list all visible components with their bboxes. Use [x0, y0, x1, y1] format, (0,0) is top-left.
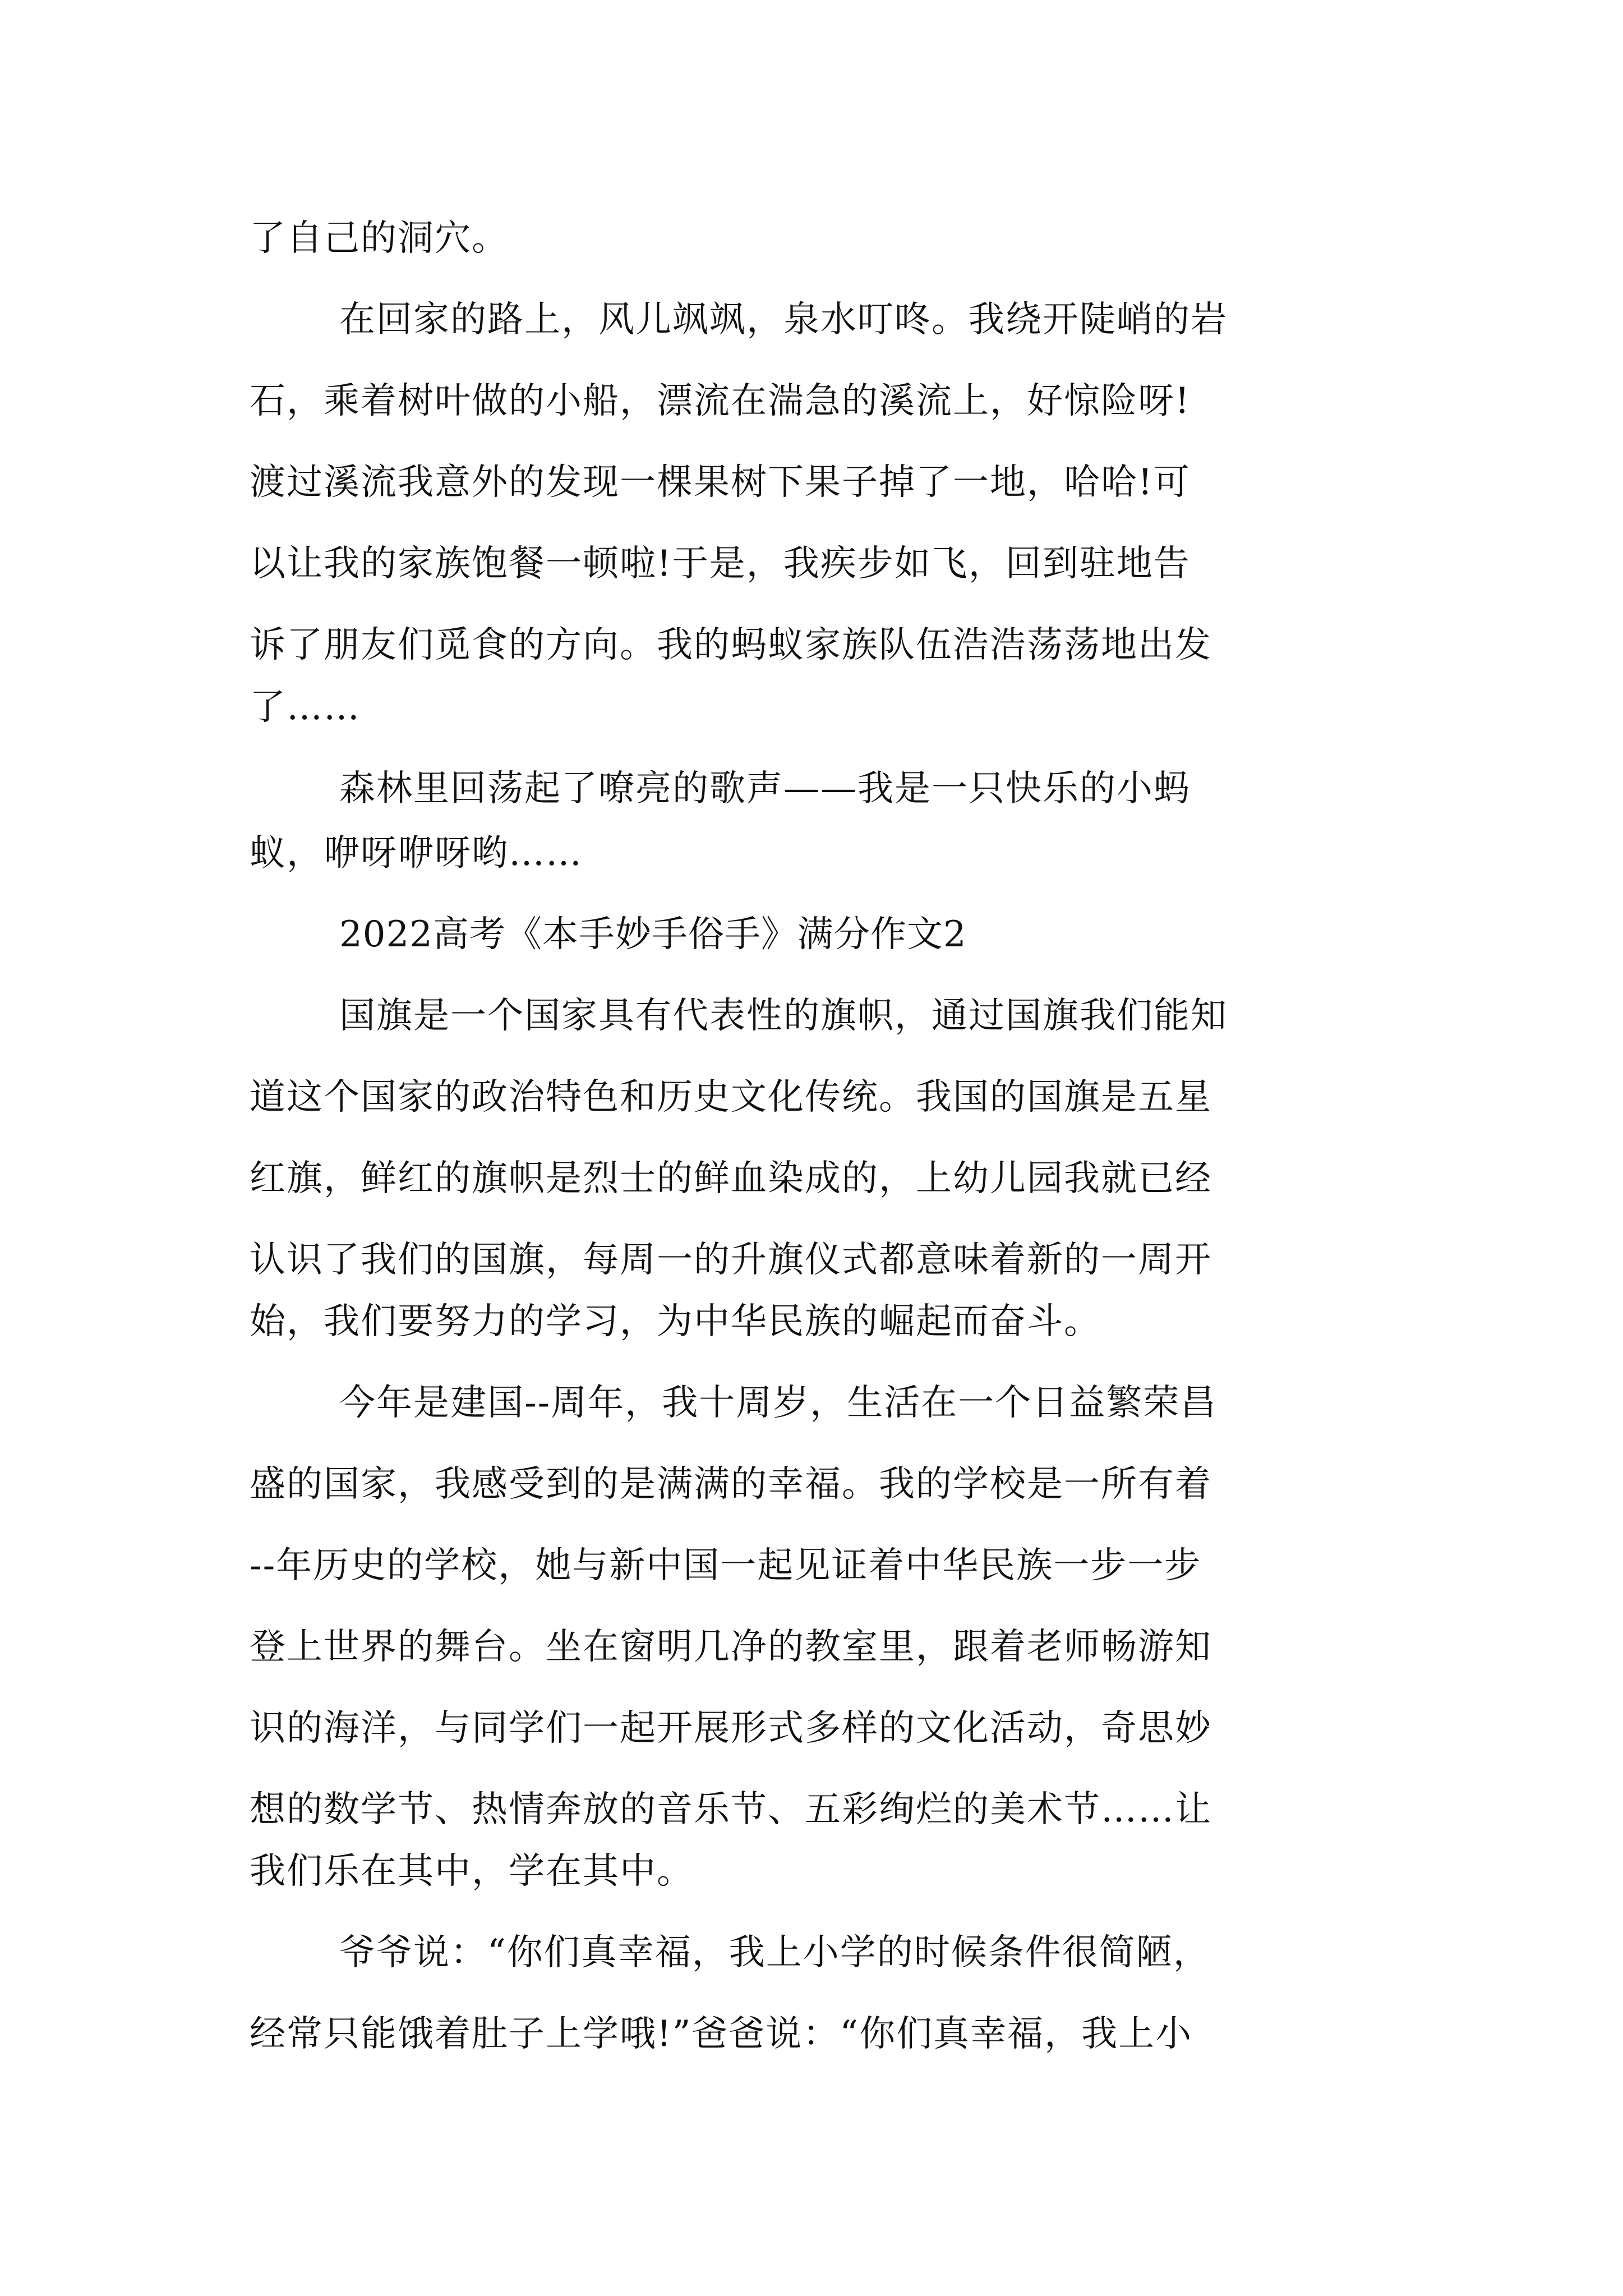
text-line: 今年是建国--周年，我十周岁，生活在一个日益繁荣昌 [339, 1382, 1218, 1424]
text-line: 认识了我们的国旗，每周一的升旗仪式都意味着新的一周开 [250, 1239, 1212, 1281]
text-line: 在回家的路上，风儿飒飒，泉水叮咚。我绕开陡峭的岩 [339, 299, 1228, 341]
text-line: 爷爷说：“你们真幸福，我上小学的时候条件很简陋， [339, 1932, 1210, 1973]
text-line: 盛的国家，我感受到的是满满的幸福。我的学校是一所有着 [250, 1464, 1212, 1505]
text-line: 始，我们要努力的学习，为中华民族的崛起而奋斗。 [250, 1301, 1101, 1342]
text-line: 诉了朋友们觅食的方向。我的蚂蚁家族队伍浩浩荡荡地出发 [250, 624, 1212, 666]
text-line: 以让我的家族饱餐一顿啦!于是，我疾步如飞，回到驻地告 [250, 543, 1191, 585]
text-line: 识的海洋，与同学们一起开展形式多样的文化活动，奇思妙 [250, 1708, 1212, 1749]
text-line: 想的数学节、热情奔放的音乐节、五彩绚烂的美术节……让 [250, 1789, 1212, 1830]
text-line: 经常只能饿着肚子上学哦!”爸爸说：“你们真幸福，我上小 [250, 2013, 1193, 2055]
essay-heading: 2022高考《本手妙手俗手》满分作文2 [339, 914, 967, 955]
text-line: 了…… [250, 687, 361, 728]
text-line: 我们乐在其中，学在其中。 [250, 1851, 694, 1892]
text-line: 了自己的洞穴。 [250, 218, 509, 259]
text-line: 登上世界的舞台。坐在窗明几净的教室里，跟着老师畅游知 [250, 1626, 1212, 1668]
text-line: 国旗是一个国家具有代表性的旗帜，通过国旗我们能知 [339, 995, 1228, 1037]
text-line: 石，乘着树叶做的小船，漂流在湍急的溪流上，好惊险呀! [250, 380, 1191, 422]
text-line: 森林里回荡起了嘹亮的歌声——我是一只快乐的小蚂 [339, 768, 1191, 809]
text-line: 渡过溪流我意外的发现一棵果树下果子掉了一地，哈哈!可 [250, 462, 1191, 503]
text-line: 红旗，鲜红的旗帜是烈士的鲜血染成的，上幼儿园我就已经 [250, 1158, 1212, 1199]
text-line: --年历史的学校，她与新中国一起见证着中华民族一步一步 [250, 1545, 1202, 1586]
text-line: 道这个国家的政治特色和历史文化传统。我国的国旗是五星 [250, 1076, 1212, 1118]
text-line: 蚁，咿呀咿呀哟…… [250, 832, 583, 874]
